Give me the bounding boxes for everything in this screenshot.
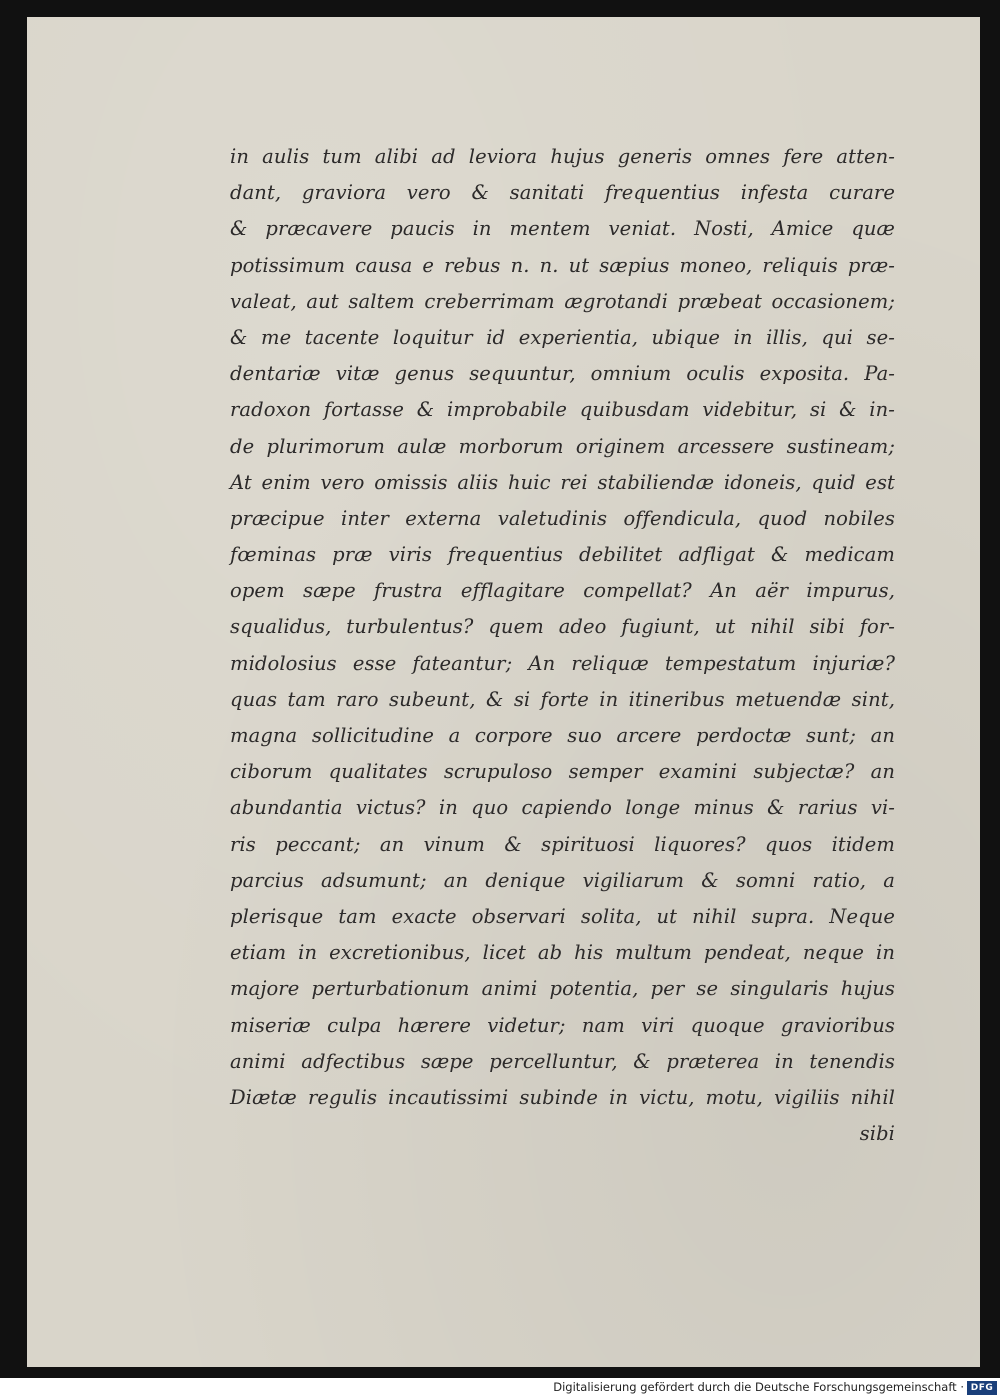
text-line: de plurimorum aulæ morborum originem arcessere sustineam; [230,434,895,458]
text-line: majore perturbationum animi potentia, per se singularis hujus [230,977,895,1001]
text-line: etiam in excretionibus, licet ab his multum pendeat, neque in [230,941,895,965]
text-line: dant, graviora vero & sanitati frequentius infesta curare [230,181,895,205]
text-line: opem sæpe frustra efflagitare compellat? An aër impurus, [230,579,895,603]
catchword: sibi [859,1122,895,1146]
text-line: valeat, aut saltem creberrimam ægrotandi præbeat occasionem; [230,289,895,313]
text-line: ciborum qualitates scrupuloso semper examini subjectæ? an [230,760,895,784]
text-line: potissimum causa e rebus n. n. ut sæpius moneo, reliquis præ- [230,253,895,277]
text-line: At enim vero omissis aliis huic rei stabiliendæ idoneis, quid est [230,470,895,494]
digitization-footer [0,1378,1000,1399]
text-line: & præcavere paucis in mentem veniat. Nosti, Amice quæ [230,217,895,241]
body-text [230,139,895,1152]
text-line: midolosius esse fateantur; An reliquæ tempestatum injuriæ? [230,651,895,675]
text-line: miseriæ culpa hærere videtur; nam viri quoque gravioribus [230,1013,895,1037]
funding-credit: Digitalisierung gefördert durch die Deutsche Forschungsgemeinschaft · [553,1380,964,1394]
text-line: Diætæ regulis incautissimi subinde in victu, motu, vigiliis nihil [230,1085,895,1109]
text-line: ris peccant; an vinum & spirituosi liquores? quos itidem [230,832,895,856]
text-line: dentariæ vitæ genus sequuntur, omnium oculis exposita. Pa- [230,362,895,386]
text-line: præcipue inter externa valetudinis offendicula, quod nobiles [230,506,895,530]
text-line: plerisque tam exacte observari solita, ut nihil supra. Neque [230,904,895,928]
document-page [27,17,980,1367]
dfg-logo-icon: DFG [967,1381,997,1395]
text-line: squalidus, turbulentus? quem adeo fugiunt, ut nihil sibi for- [230,615,895,639]
text-line: quas tam raro subeunt, & si forte in itineribus metuendæ sint, [230,687,895,711]
text-line: fœminas præ viris frequentius debilitet adfligat & medicam [230,543,895,567]
text-line: radoxon fortasse & improbabile quibusdam videbitur, si & in- [230,398,895,422]
text-line: & me tacente loquitur id experientia, ubique in illis, qui se- [230,325,895,349]
text-line: parcius adsumunt; an denique vigiliarum & somni ratio, a [230,868,895,892]
text-line: animi adfectibus sæpe percelluntur, & præterea in tenendis [230,1049,895,1073]
text-line: abundantia victus? in quo capiendo longe minus & rarius vi- [230,796,895,820]
text-line: in aulis tum alibi ad leviora hujus generis omnes fere atten- [230,145,895,168]
text-line: magna sollicitudine a corpore suo arcere perdoctæ sunt; an [230,724,895,747]
